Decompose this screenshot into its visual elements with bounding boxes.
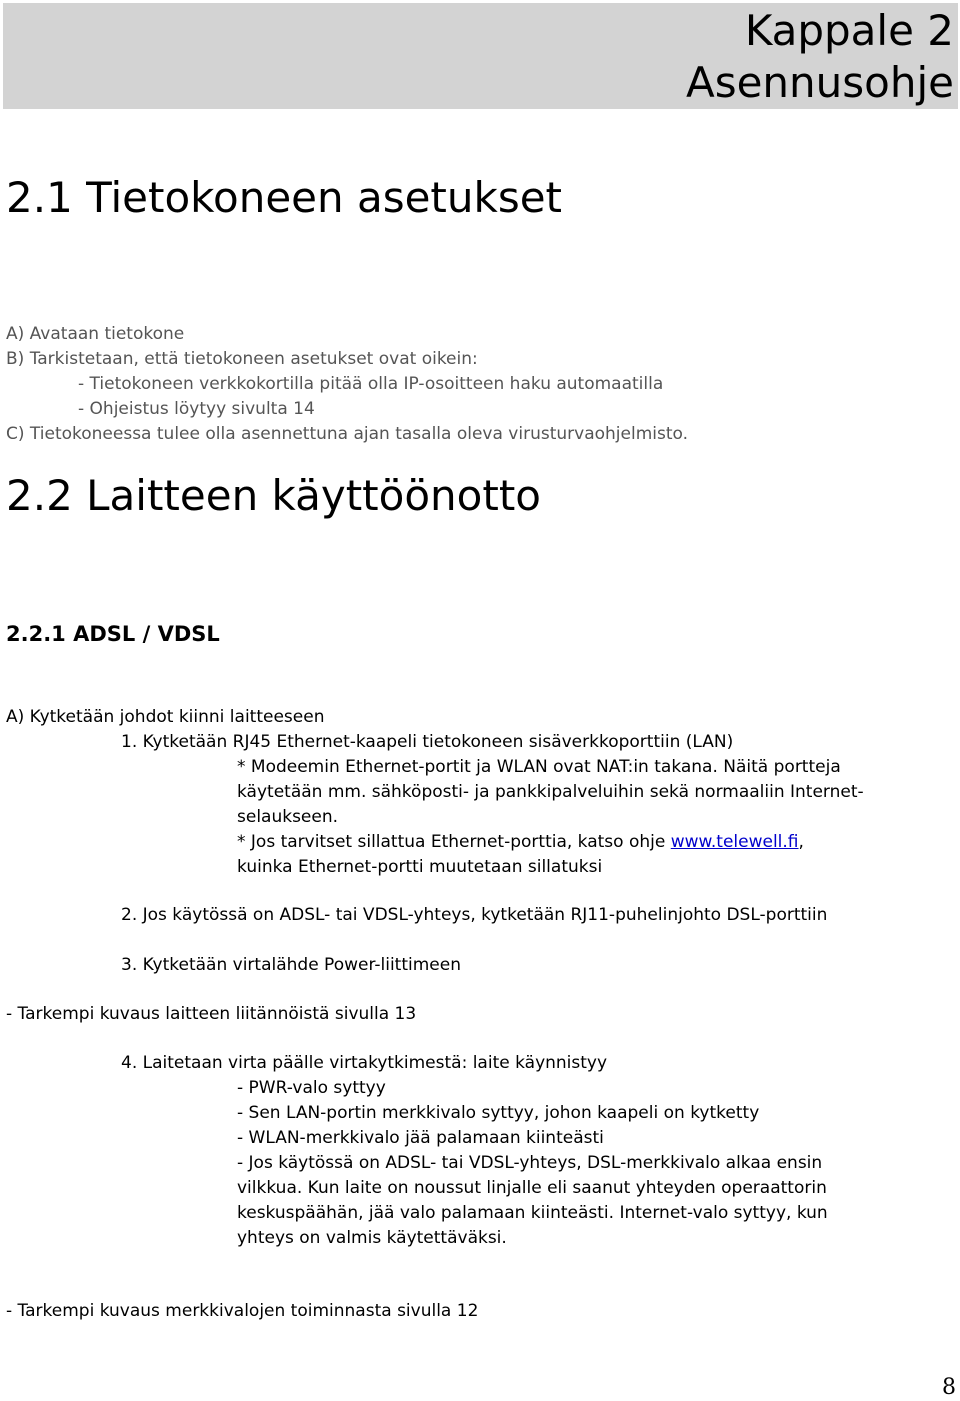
step4-line4: - WLAN-merkkivalo jää palamaan kiinteästi (237, 1128, 604, 1148)
step3-text: 3. Kytketään virtalähde Power-liittimeen (121, 955, 461, 975)
note-connections: - Tarkempi kuvaus laitteen liitännöistä sivulla 13 (6, 1004, 417, 1024)
step-c-text: C) Tietokoneessa tulee olla asennettuna ajan tasalla oleva virusturvaohjelmisto. (6, 424, 689, 444)
step1-line1: 1. Kytketään RJ45 Ethernet-kaapeli tietokoneen sisäverkkoporttiin (LAN) (121, 732, 734, 752)
step4-line8: yhteys on valmis käytettäväksi. (237, 1228, 507, 1248)
step2-text: 2. Jos käytössä on ADSL- tai VDSL-yhteys, kytketään RJ11-puhelinjohto DSL-porttiin (121, 905, 828, 925)
chapter-label: Kappale 2 (744, 6, 954, 55)
step4-line7: keskuspäähän, jää valo palamaan kiinteästi. Internet-valo syttyy, kun (237, 1203, 828, 1223)
step4-line3: - Sen LAN-portin merkkivalo syttyy, johon kaapeli on kytketty (237, 1103, 760, 1123)
step-a-text: A) Avataan tietokone (6, 324, 185, 344)
step1-line5 (237, 830, 804, 854)
step1-line2: * Modeemin Ethernet-portit ja WLAN ovat NAT:in takana. Näitä portteja (237, 757, 841, 777)
step1-line5-suffix: , (798, 832, 804, 852)
intro-text: A) Kytketään johdot kiinni laitteeseen (6, 707, 325, 727)
step1-line5-prefix: * Jos tarvitset sillattua Ethernet-porttia, katso ohje (237, 832, 671, 852)
step4-line1: 4. Laitetaan virta päälle virtakytkimestä: laite käynnistyy (121, 1053, 608, 1073)
step1-line3: käytetään mm. sähköposti- ja pankkipalveluihin sekä normaaliin Internet- (237, 782, 864, 802)
step-b-text: B) Tarkistetaan, että tietokoneen asetukset ovat oikein: (6, 349, 478, 369)
section-2-2-heading: 2.2 Laitteen käyttöönotto (6, 471, 541, 520)
telewell-link[interactable]: www.telewell.fi (670, 832, 799, 852)
chapter-title: Asennusohje (685, 58, 954, 107)
step4-line5: - Jos käytössä on ADSL- tai VDSL-yhteys, DSL-merkkivalo alkaa ensin (237, 1153, 823, 1173)
note-indicator-lights: - Tarkempi kuvaus merkkivalojen toiminnasta sivulla 12 (6, 1301, 479, 1321)
page-number: 8 (942, 1375, 956, 1400)
step-b-sub2: - Ohjeistus löytyy sivulta 14 (78, 399, 315, 419)
step1-line4: selaukseen. (237, 807, 339, 827)
step4-line2: - PWR-valo syttyy (237, 1078, 386, 1098)
step1-line6: kuinka Ethernet-portti muutetaan sillatuksi (237, 857, 603, 877)
section-2-2-1-heading: 2.2.1 ADSL / VDSL (6, 622, 220, 646)
step4-line6: vilkkua. Kun laite on noussut linjalle eli saanut yhteyden operaattorin (237, 1178, 827, 1198)
step-b-sub1: - Tietokoneen verkkokortilla pitää olla IP-osoitteen haku automaatilla (78, 374, 664, 394)
section-2-1-heading: 2.1 Tietokoneen asetukset (6, 173, 563, 222)
